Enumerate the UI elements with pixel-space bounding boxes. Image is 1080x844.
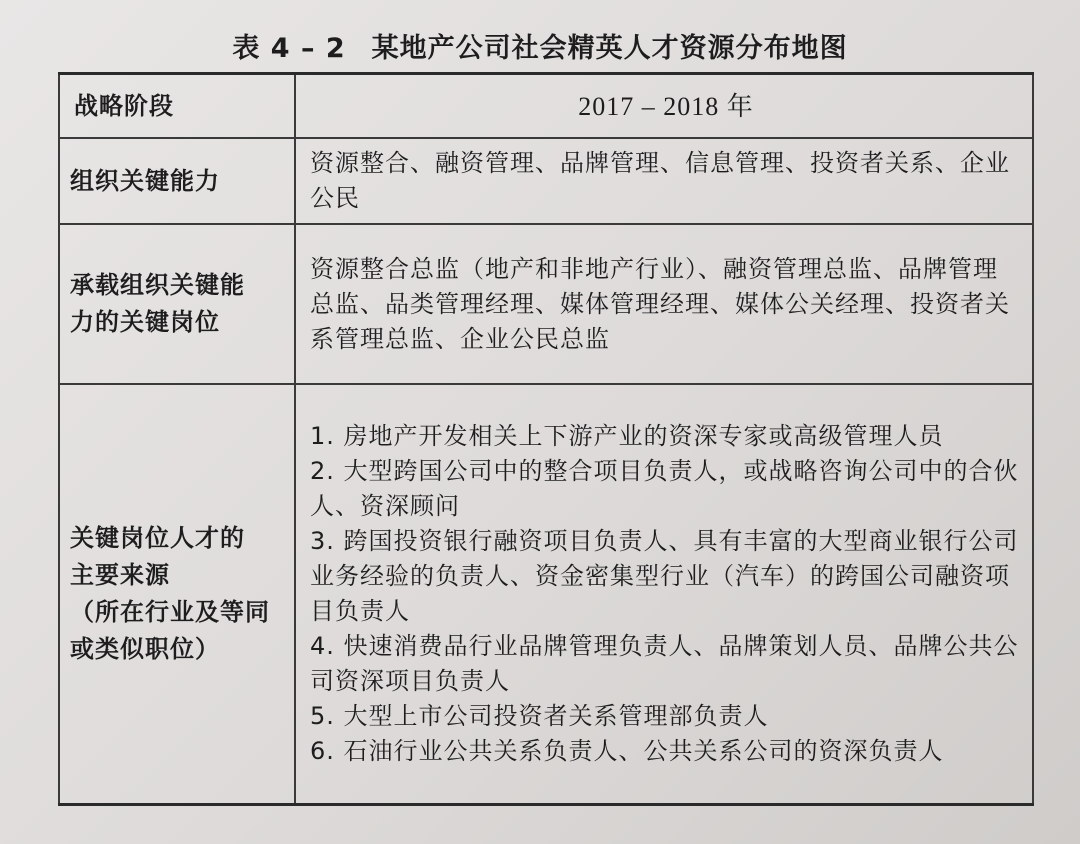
- header-period-cell: 2017 – 2018 年: [295, 74, 1033, 139]
- table-row: [59, 384, 1033, 805]
- row-label-line: （所在行业及等同: [70, 598, 270, 626]
- list-item: 3. 跨国投资银行融资项目负责人、具有丰富的大型商业银行公司业务经验的负责人、资金密集型行业（汽车）的跨国公司融资项目负责人: [310, 527, 1019, 625]
- header-label-cell: 战略阶段: [59, 74, 295, 139]
- row-label-line: 承载组织关键能: [70, 271, 245, 299]
- table-number: 表 4 – 2: [232, 33, 346, 64]
- table-row: [59, 138, 1033, 224]
- row-label-cell: [59, 224, 295, 384]
- row-label-cell: [59, 138, 295, 224]
- row-label-line: 或类似职位）: [70, 635, 220, 663]
- list-item: 1. 房地产开发相关上下游产业的资深专家或高级管理人员: [310, 422, 944, 450]
- table-title: 某地产公司社会精英人才资源分布地图: [371, 33, 848, 64]
- row-content-cell: 资源整合总监（地产和非地产行业）、融资管理总监、品牌管理总监、品类管理经理、媒体管理经理、媒体公关经理、投资者关系管理总监、企业公民总监: [295, 224, 1033, 384]
- table-row: [59, 224, 1033, 384]
- row-label-line: 主要来源: [70, 561, 170, 589]
- row-label-cell: [59, 384, 295, 805]
- row-label-line: 关键岗位人才的: [70, 524, 245, 552]
- list-item: 6. 石油行业公共关系负责人、公共关系公司的资深负责人: [310, 737, 944, 765]
- list-item: 4. 快速消费品行业品牌管理负责人、品牌策划人员、品牌公共公司资深项目负责人: [310, 632, 1019, 695]
- row-content-cell: 资源整合、融资管理、品牌管理、信息管理、投资者关系、企业公民: [295, 138, 1033, 224]
- talent-distribution-table: [58, 72, 1034, 806]
- row-content-cell: [295, 384, 1033, 805]
- table-caption: [0, 26, 1080, 65]
- list-item: 5. 大型上市公司投资者关系管理部负责人: [310, 702, 769, 730]
- row-label-line: 组织关键能力: [70, 166, 220, 195]
- row-label-line: 力的关键岗位: [70, 308, 220, 336]
- table-header-row: [59, 74, 1033, 139]
- list-item: 2. 大型跨国公司中的整合项目负责人，或战略咨询公司中的合伙人、资深顾问: [310, 457, 1019, 520]
